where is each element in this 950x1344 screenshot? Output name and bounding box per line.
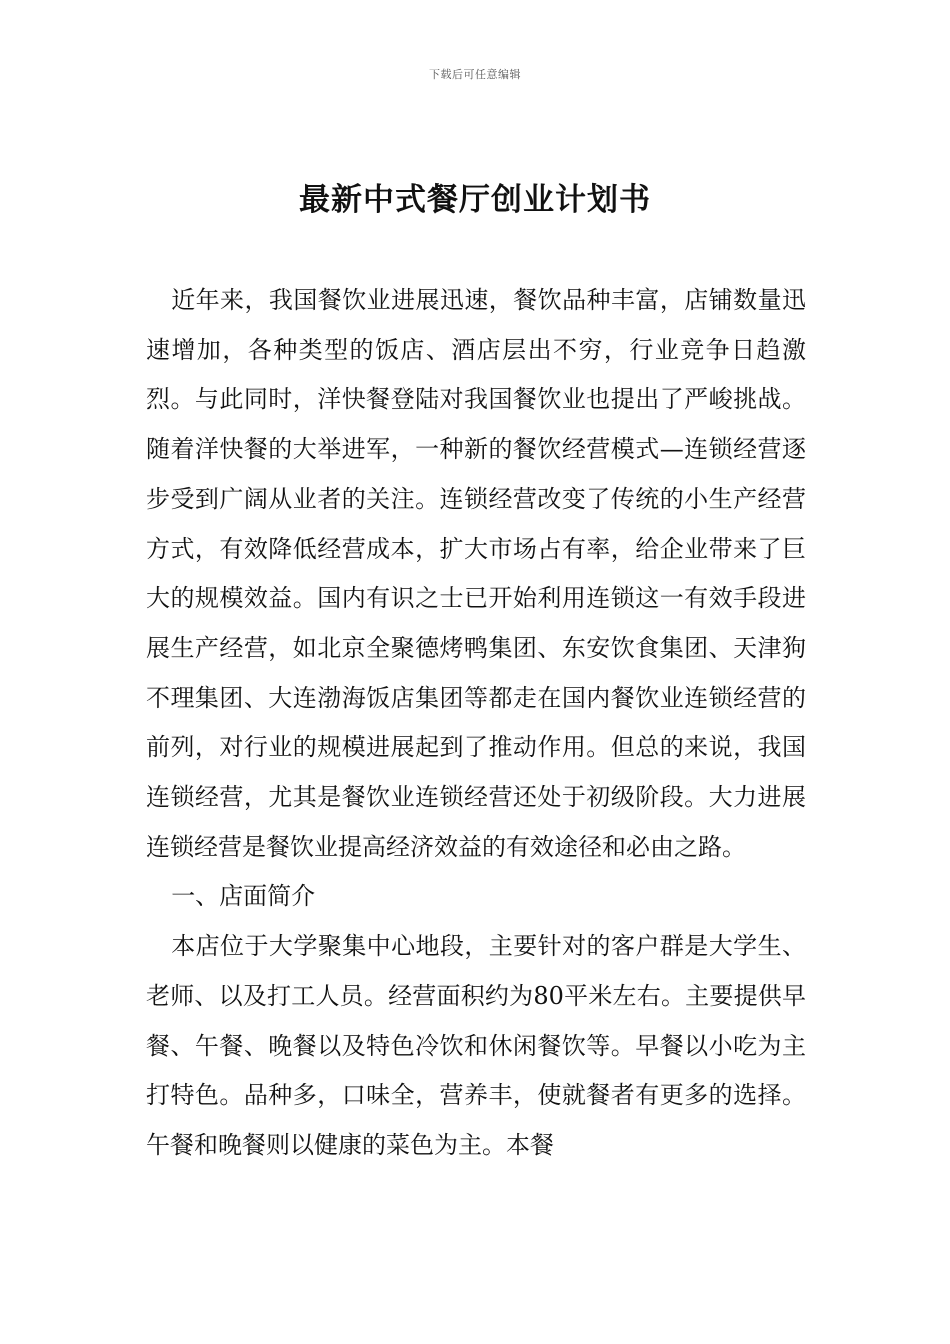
intro-paragraph: 近年来，我国餐饮业进展迅速，餐饮品种丰富，店铺数量迅速增加，各种类型的饭店、酒店层出不穷，行业竞争日趋激烈。与此同时，洋快餐登陆对我国餐饮业也提出了严峻挑战。随着洋快餐的大举进军，一种新的餐饮经营模式—连锁经营逐步受到广阔从业者的关注。连锁经营改变了传统的小生产经营方式，有效降低经营成本，扩大市场占有率，给企业带来了巨大的规模效益。国内有识之士已开始利用连锁这一有效手段进展生产经营，如北京全聚德烤鸭集团、东安饮食集团、天津狗不理集团、大连渤海饭店集团等都走在国内餐饮业连锁经营的前列，对行业的规模进展起到了推动作用。但总的来说，我国连锁经营，尤其是餐饮业连锁经营还处于初级阶段。大力进展连锁经营是餐饮业提高经济效益的有效途径和必由之路。 xyxy=(146,286,806,861)
store-intro-paragraph: 本店位于大学聚集中心地段，主要针对的客户群是大学生、老师、以及打工人员。经营面积约为80平米左右。主要提供早餐、午餐、晚餐以及特色冷饮和休闲餐饮等。早餐以小吃为主打特色。品种多，口味全，营养丰，使就餐者有更多的选择。午餐和晚餐则以健康的菜色为主。本餐 xyxy=(146,932,806,1159)
header-note: 下载后可任意编辑 xyxy=(429,68,521,81)
document-title: 最新中式餐厅创业计划书 xyxy=(299,182,651,218)
section-heading-store-intro: 一、店面简介 xyxy=(171,882,316,911)
document-body xyxy=(146,276,806,1171)
